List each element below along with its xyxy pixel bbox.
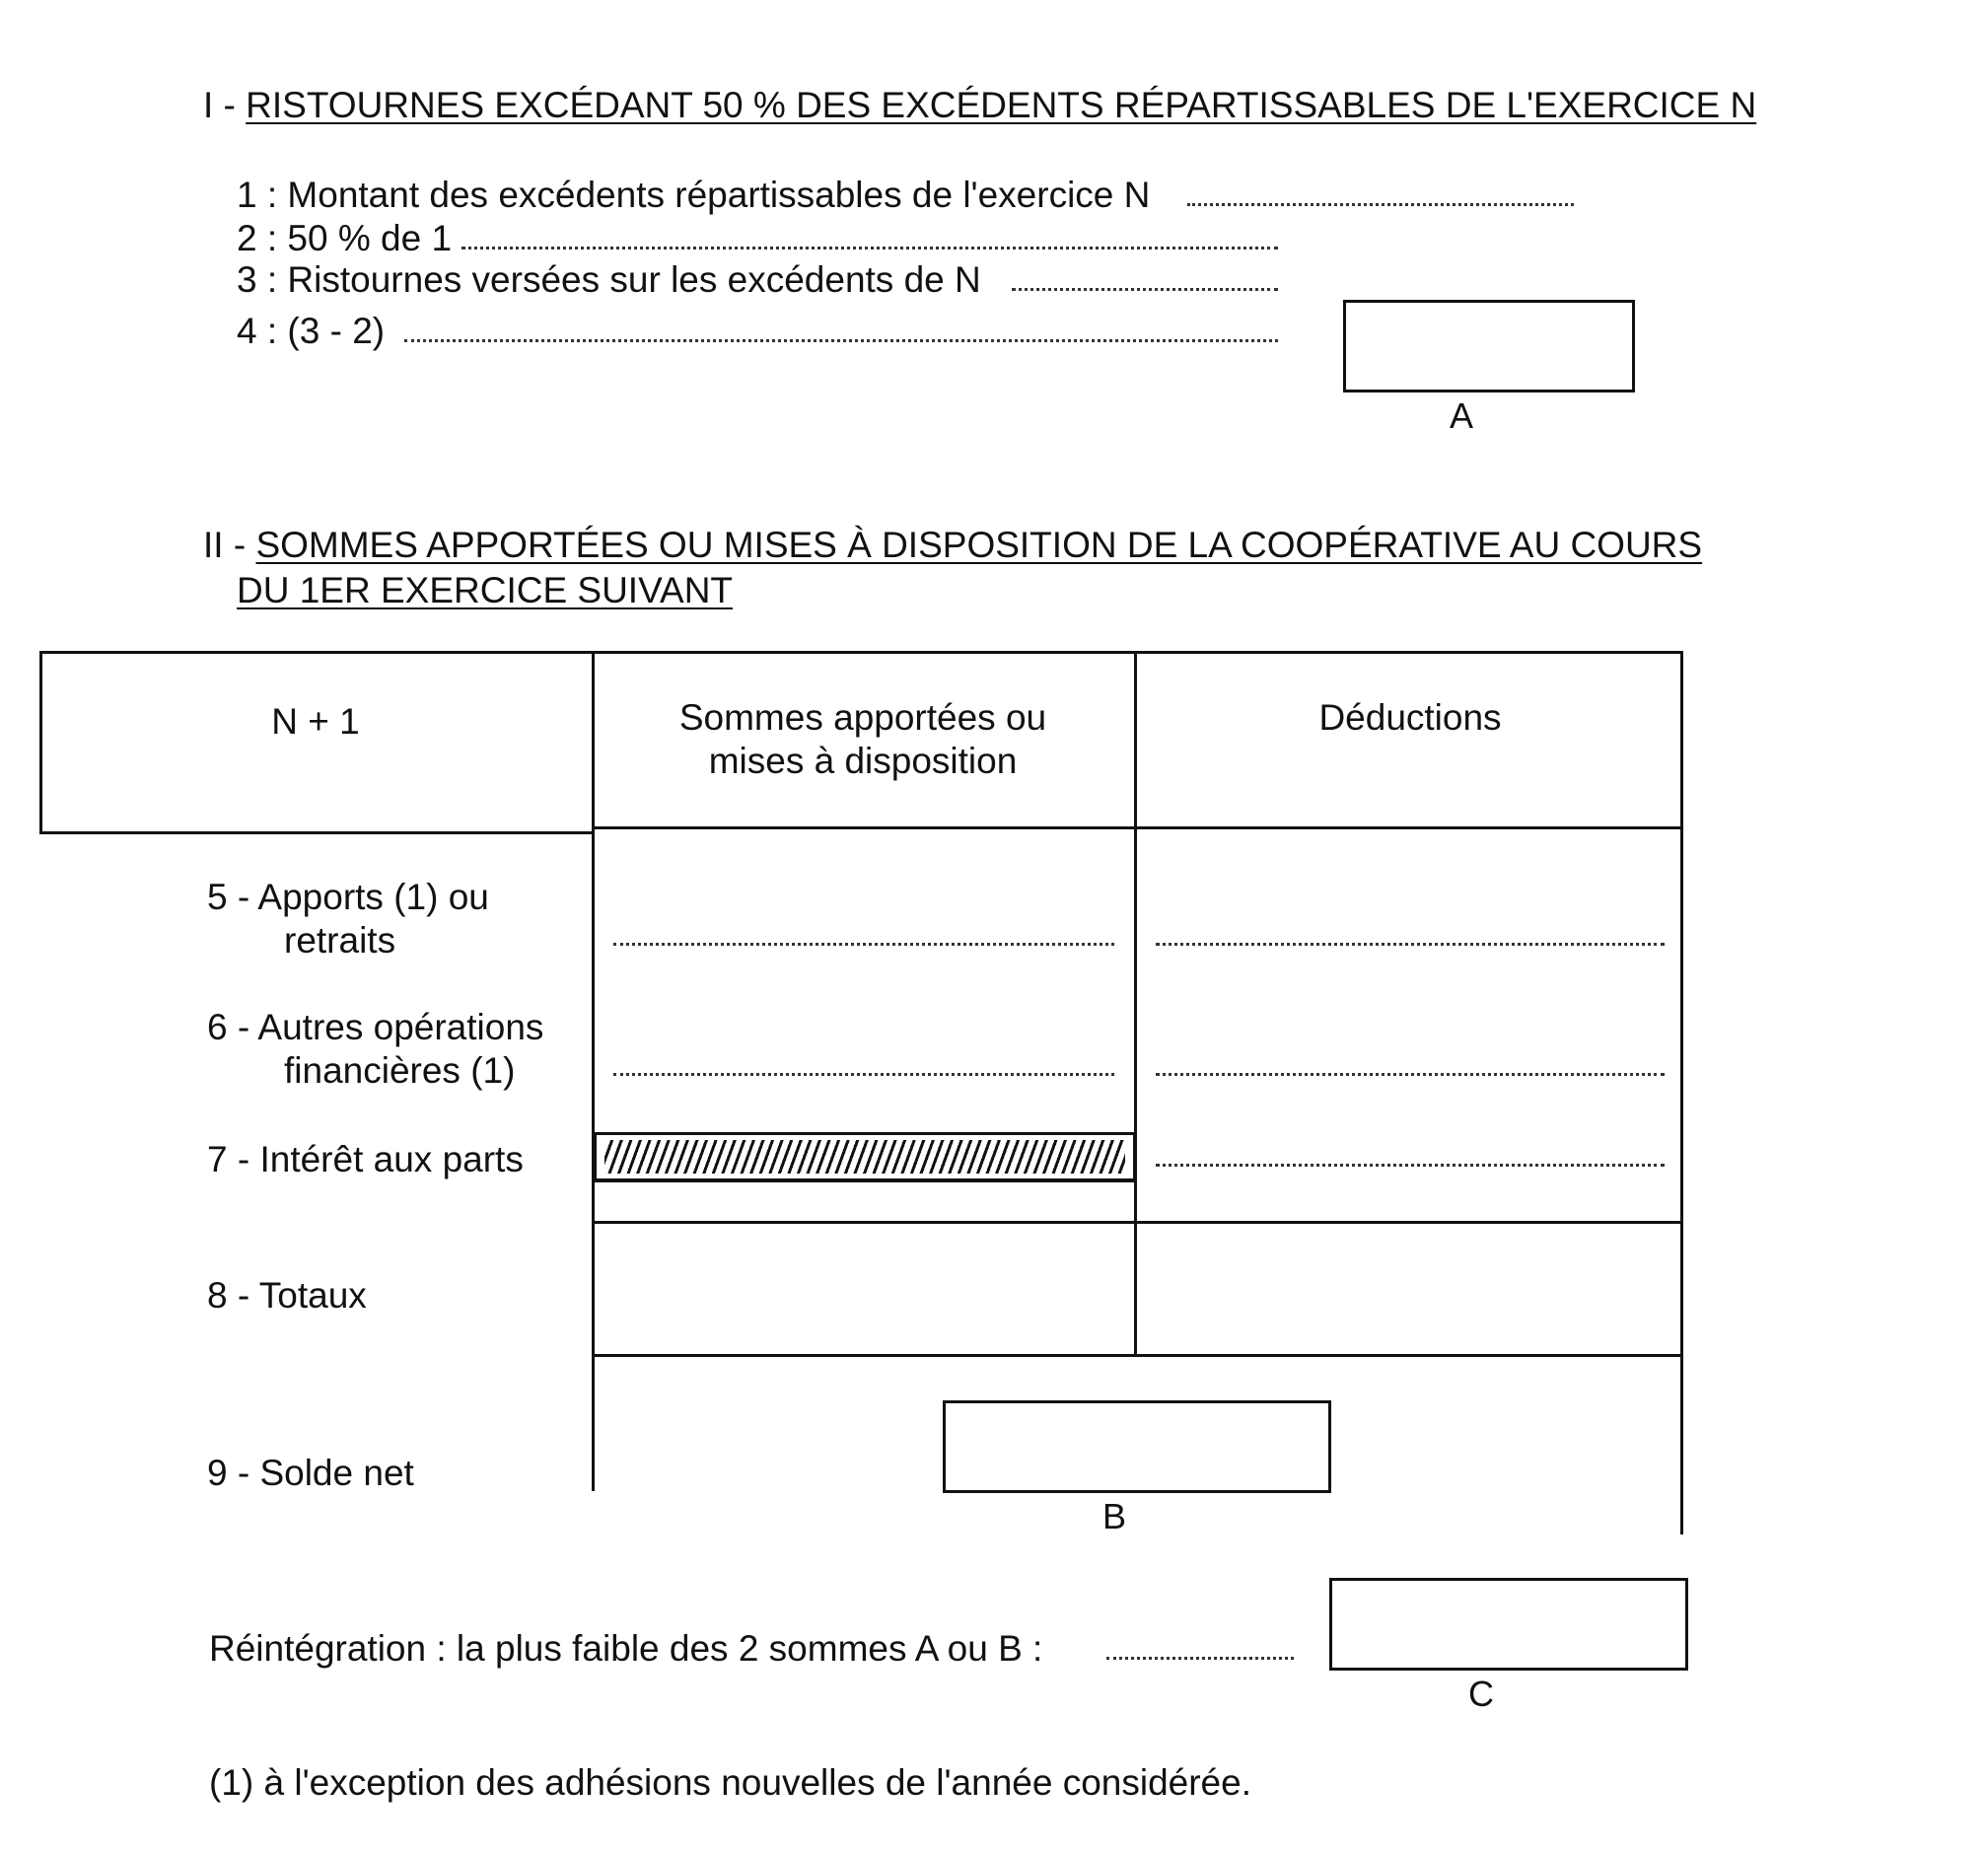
line-text: Montant des excédents répartissables de l'exercice N [287, 175, 1151, 215]
section1-line-4 [237, 310, 385, 353]
dotted-leader [1106, 1657, 1294, 1660]
reintegration-text: Réintégration : la plus faible des 2 sommes A ou B : [209, 1628, 1043, 1669]
line-text: Ristournes versées sur les excédents de N [287, 259, 981, 300]
dotted-leader [404, 339, 1278, 342]
table-left-border [39, 651, 42, 834]
line-number: 4 : [237, 311, 278, 351]
row5-sommes-dotted[interactable] [613, 943, 1114, 946]
section2-heading-line1 [203, 523, 1702, 568]
box-b-label: B [1101, 1496, 1126, 1536]
row6-sommes-dotted[interactable] [613, 1073, 1114, 1076]
section1-heading [203, 83, 1756, 128]
row8-separator [594, 1354, 1682, 1357]
section1-line-1 [237, 174, 1150, 217]
section1-line-3 [237, 258, 981, 302]
box-a-label: A [1449, 395, 1473, 436]
row6-deductions-dotted[interactable] [1156, 1073, 1665, 1076]
line-number: 3 : [237, 259, 278, 300]
section2-title-line2: DU 1ER EXERCICE SUIVANT [237, 570, 734, 610]
line-text: 50 % de 1 [287, 218, 453, 258]
section1-title: RISTOURNES EXCÉDANT 50 % DES EXCÉDENTS RÉPARTISSABLES DE L'EXERCICE N [246, 85, 1757, 125]
table-header-bottom-left [39, 831, 594, 834]
dotted-leader [462, 247, 1278, 250]
section1-prefix: I - [203, 85, 247, 125]
amount-box-a[interactable] [1343, 300, 1635, 392]
dotted-leader [1012, 288, 1278, 291]
row8-label: 8 - Totaux [207, 1275, 367, 1316]
header-deductions: Déductions [1318, 697, 1502, 738]
section1-line-2 [237, 217, 452, 260]
row7-separator [594, 1221, 1682, 1224]
row7-deductions-dotted[interactable] [1156, 1164, 1665, 1167]
row6-label-cont: financières (1) [284, 1050, 516, 1091]
header-sommes: Sommes apportées ou mises à disposition [678, 697, 1047, 781]
table-col2-left [592, 651, 595, 1491]
row7-label: 7 - Intérêt aux parts [207, 1139, 524, 1179]
row5-label: 5 - Apports (1) ou [207, 877, 489, 917]
dotted-leader [1187, 203, 1574, 206]
line-number: 1 : [237, 175, 278, 215]
footnote: (1) à l'exception des adhésions nouvelles de l'année considérée. [209, 1762, 1251, 1803]
section2-heading-line2 [237, 568, 733, 613]
section2-title-line1: SOMMES APPORTÉES OU MISES À DISPOSITION DE LA COOPÉRATIVE AU COURS [255, 525, 1703, 565]
table-right-border [1680, 651, 1683, 1534]
header-n-plus-1: N + 1 [271, 701, 360, 742]
section2-prefix: II - [203, 525, 256, 565]
box-c-label: C [1468, 1674, 1494, 1714]
amount-box-b[interactable] [943, 1400, 1331, 1493]
row6-label: 6 - Autres opérations [207, 1007, 544, 1047]
line-text: (3 - 2) [287, 311, 386, 351]
row7-hatched-cell [594, 1132, 1136, 1181]
row9-label: 9 - Solde net [207, 1453, 414, 1493]
table-header-bottom [594, 826, 1682, 829]
amount-box-c[interactable] [1329, 1578, 1688, 1671]
row5-deductions-dotted[interactable] [1156, 943, 1665, 946]
row5-label-cont: retraits [284, 920, 396, 961]
table-col2-right [1134, 651, 1137, 1357]
table-top-border [39, 651, 1682, 654]
line-number: 2 : [237, 218, 278, 258]
